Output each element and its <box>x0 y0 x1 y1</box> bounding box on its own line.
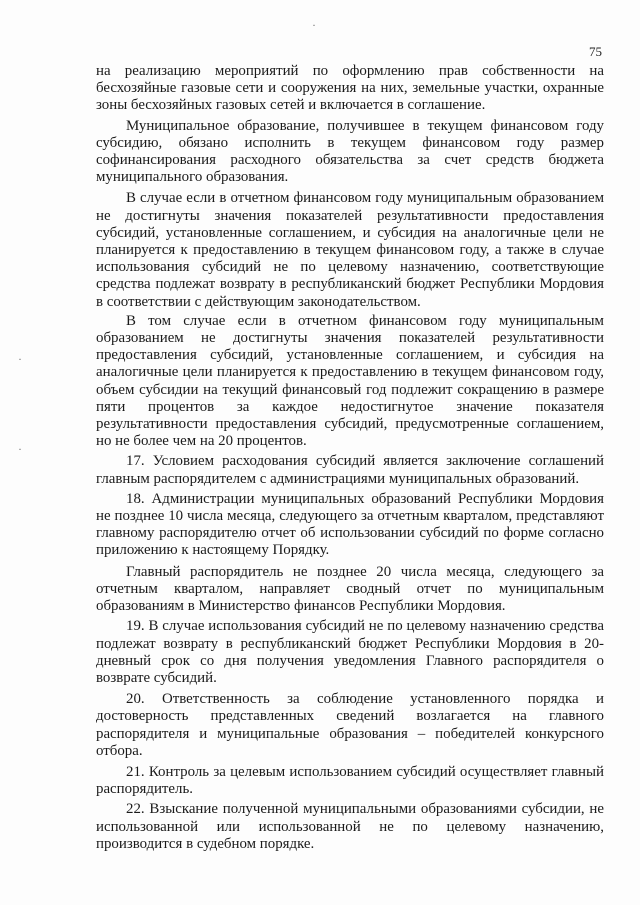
paragraph-22: 22. Взыскание полученной муниципальными образованиями субсидии, не использованной или использованной не по целевому назначению, производится в судебном порядке. <box>96 801 604 852</box>
paragraph-18: 18. Администрации муниципальных образований Республики Мордовия не позднее 10 числа месяца, следующего за отчетным кварталом, представляют главному распорядителю отчет об использовании субсидий по форме согласно приложению к настоящему Порядку. <box>96 490 604 559</box>
paragraph-19: 19. В случае использования субсидий не по целевому назначению средства подлежат возврату в республиканский бюджет Республики Мордовия в 20-дневный срок со дня получения уведомления Главного распорядителя о возврате субсидий. <box>96 618 604 686</box>
scan-dot: · <box>18 442 22 456</box>
paragraph-reduction-case: В том случае если в отчетном финансовом году муниципальным образованием не достигнуты значения показателей результативности предоставления субсидий, установленные соглашением, и субсидия на аналогичные цели планируется к предоставлению в текущем финансовом году, объем субсидии на текущий финансовый год подлежит сокращению в размере пяти процентов за каждое недостигнутое значение показателя результативности предоставления субсидий, предусмотренные соглашением, но не более чем на 20 процентов. <box>96 312 604 450</box>
paragraph-cofinancing: Муниципальное образование, получившее в текущем финансовом году субсидию, обязано исполнить в текущем финансовом году размер софинансирования расходного обязательства за счет средств бюджета муниципального образования. <box>96 117 604 186</box>
paragraph-continuation: на реализацию мероприятий по оформлению прав собственности на бесхозяйные газовые сети и сооружения на них, земельные участки, охранные зоны бесхозяйных газовых сетей и включается в соглашение. <box>96 63 604 114</box>
paragraph-21: 21. Контроль за целевым использованием субсидий осуществляет главный распорядитель. <box>96 763 604 798</box>
paragraph-report: Главный распорядитель не позднее 20 числа месяца, следующего за отчетным кварталом, направляет сводный отчет по муниципальным образованиям в Министерство финансов Республики Мордовия. <box>96 563 604 615</box>
paragraph-17: 17. Условием расходования субсидий является заключение соглашений главным распорядителем с администрациями муниципальных образований. <box>96 453 604 487</box>
document-body <box>96 63 604 853</box>
scan-dot: · <box>312 18 316 32</box>
page-number: 75 <box>589 44 602 59</box>
scan-dot: · <box>18 352 22 366</box>
paragraph-refund-case: В случае если в отчетном финансовом году муниципальным образованием не достигнуты значения показателей результативности предоставления субсидий, установленные соглашением, и субсидия на аналогичные цели не планируется к предоставлению в текущем финансовом году, а также в случае использования субсидий не по целевому назначению, соответствующие средства подлежат возврату в республиканский бюджет Республики Мордовия в соответствии с действующим законодательством. <box>96 190 604 310</box>
paragraph-20: 20. Ответственность за соблюдение установленного порядка и достоверность представленных сведений возлагается на главного распорядителя и муниципальные образования – победителей конкурсного отбора. <box>96 691 604 759</box>
